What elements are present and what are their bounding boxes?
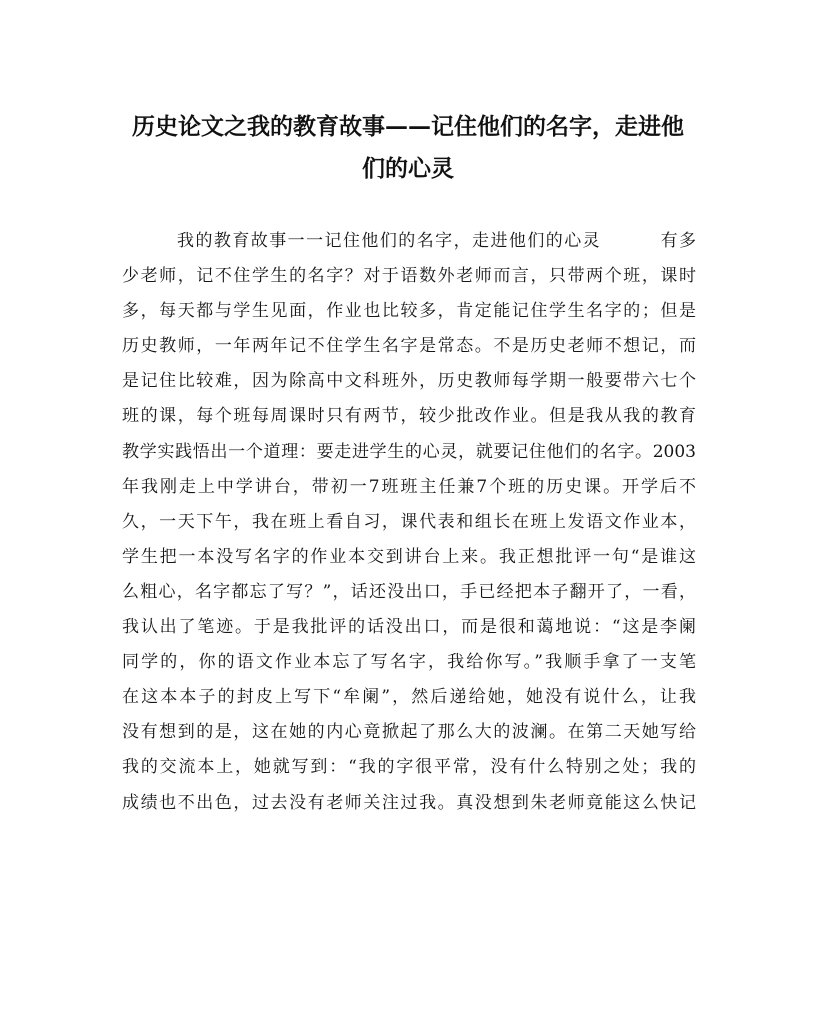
paragraph-line: 多，每天都与学生见面，作业也比较多，肯定能记住学生名字的；但是 [122, 301, 696, 322]
title-line-2: 们的心灵 [362, 155, 454, 182]
paragraph-line: 在这本本子的封皮上写下“牟阑”，然后递给她，她没有说什么，让我 [122, 687, 696, 708]
paragraph-line: 久，一天下午，我在班上看自习，课代表和组长在班上发语文作业本， [122, 511, 696, 532]
paragraph-line: 没有想到的是，这在她的内心竟掀起了那么大的波澜。在第二天她写给 [122, 722, 696, 743]
paragraph-line: 同学的，你的语文作业本忘了写名字，我给你写。”我顺手拿了一支笔 [122, 652, 696, 673]
paragraph-subtitle: 我的教育故事一一记住他们的名字，走进他们的心灵 [177, 231, 602, 251]
paragraph-line: 是记住比较难，因为除高中文科班外，历史教师每学期一般要带六七个 [122, 371, 696, 392]
paragraph-line: 教学实践悟出一个道理：要走进学生的心灵，就要记住他们的名字。2003 [122, 441, 696, 462]
body-paragraph [122, 224, 696, 821]
paragraph-line: 班的课，每个班每周课时只有两节，较少批改作业。但是我从我的教育 [122, 406, 696, 427]
paragraph-line: 么粗心，名字都忘了写？”，话还没出口，手已经把本子翻开了，一看， [122, 581, 696, 602]
document-title [110, 106, 706, 190]
title-line-1: 历史论文之我的教育故事——记住他们的名字，走进他 [132, 113, 684, 140]
paragraph-line: 学生把一本没写名字的作业本交到讲台上来。我正想批评一句“是谁这 [122, 546, 696, 567]
paragraph-line: 少老师，记不住学生的名字？对于语数外老师而言，只带两个班，课时 [122, 266, 696, 287]
paragraph-line: 我认出了笔迹。于是我批评的话没出口，而是很和蔼地说：“这是李阑 [122, 617, 696, 638]
paragraph-line: 年我刚走上中学讲台，带初一7班班主任兼7个班的历史课。开学后不 [122, 476, 696, 497]
paragraph-line: 我的交流本上，她就写到：“我的字很平常，没有什么特别之处；我的 [122, 757, 696, 778]
paragraph-line: 我的教育故事一一记住他们的名字，走进他们的心灵 有多 [177, 231, 697, 251]
paragraph-line: 成绩也不出色，过去没有老师关注过我。真没想到朱老师竟能这么快记 [122, 792, 696, 813]
paragraph-line: 历史教师，一年两年记不住学生名字是常态。不是历史老师不想记，而 [122, 336, 696, 357]
